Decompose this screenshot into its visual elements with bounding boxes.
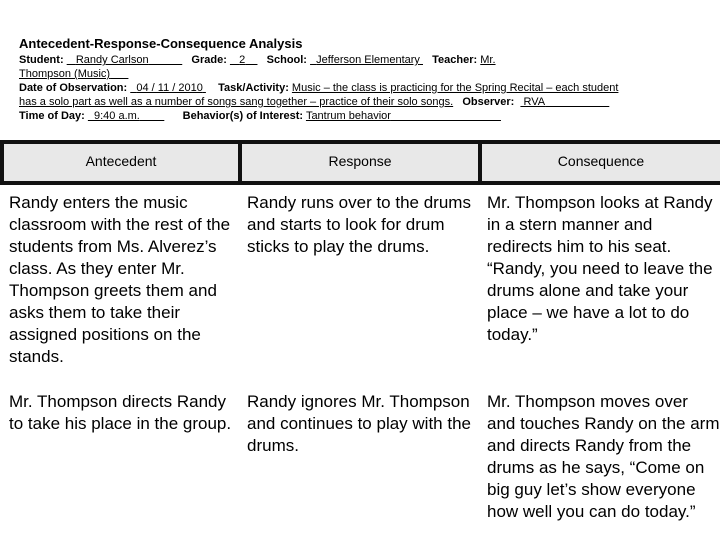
grade-label: Grade:	[191, 54, 227, 66]
date-value: 04 / 11 / 2010	[136, 82, 203, 94]
table-row	[2, 183, 720, 381]
time-row	[19, 109, 699, 123]
response-cell: Randy runs over to the drums and starts to look for drum sticks to play the drums.	[247, 193, 471, 256]
time-label: Time of Day:	[19, 110, 85, 122]
abc-table	[0, 140, 720, 523]
antecedent-cell: Mr. Thompson directs Randy to take his place in the group.	[9, 392, 232, 433]
task-label: Task/Activity:	[218, 82, 289, 94]
time-value: 9:40 a.m.	[94, 110, 140, 122]
teacher-label: Teacher:	[432, 54, 478, 66]
page-title: Antecedent-Response-Consequence Analysis	[19, 36, 303, 51]
consequence-cell: Mr. Thompson moves over and touches Randy on the arm and directs Randy from the drums as he says, “Come on big guy let’s show everyone how well you can do today.”	[487, 392, 720, 521]
teacher-value-1: Mr.	[480, 54, 496, 66]
school-value: Jefferson Elementary	[316, 54, 420, 66]
table-row	[2, 381, 720, 523]
student-row	[19, 53, 699, 67]
observation-info	[19, 53, 699, 123]
antecedent-cell: Randy enters the music classroom with the rest of the students from Ms. Alverez’s class. As they enter Mr. Thompson greets them and asks them to take their assigned positions on the stands.	[9, 193, 231, 366]
response-cell: Randy ignores Mr. Thompson and continues to play with the drums.	[247, 392, 471, 455]
behavior-value: Tantrum behavior	[305, 110, 391, 122]
consequence-header: Consequence	[480, 142, 720, 183]
observer-value: RVA	[523, 96, 546, 108]
school-label: School:	[266, 54, 307, 66]
table-header-row	[2, 142, 720, 183]
teacher-value-2: Thompson (Music)	[19, 68, 111, 80]
student-label: Student:	[19, 54, 64, 66]
teacher-row	[19, 67, 699, 81]
behavior-label: Behavior(s) of Interest:	[182, 110, 304, 122]
response-header: Response	[240, 142, 480, 183]
task-value-2: has a solo part as well as a number of songs sang together – practice of their solo songs.	[19, 96, 454, 108]
antecedent-header: Antecedent	[2, 142, 240, 183]
date-row	[19, 81, 699, 95]
task-row	[19, 95, 699, 109]
observer-label: Observer:	[462, 96, 515, 108]
student-value: Randy Carlson	[75, 54, 149, 66]
task-value-1: Music – the class is practicing for the Spring Recital – each student	[291, 82, 619, 94]
grade-value: 2	[239, 54, 246, 66]
consequence-cell: Mr. Thompson looks at Randy in a stern manner and redirects him to his seat. “Randy, you need to leave the drums alone and take your place – we have a lot to do today.”	[487, 193, 713, 344]
date-label: Date of Observation:	[19, 82, 128, 94]
